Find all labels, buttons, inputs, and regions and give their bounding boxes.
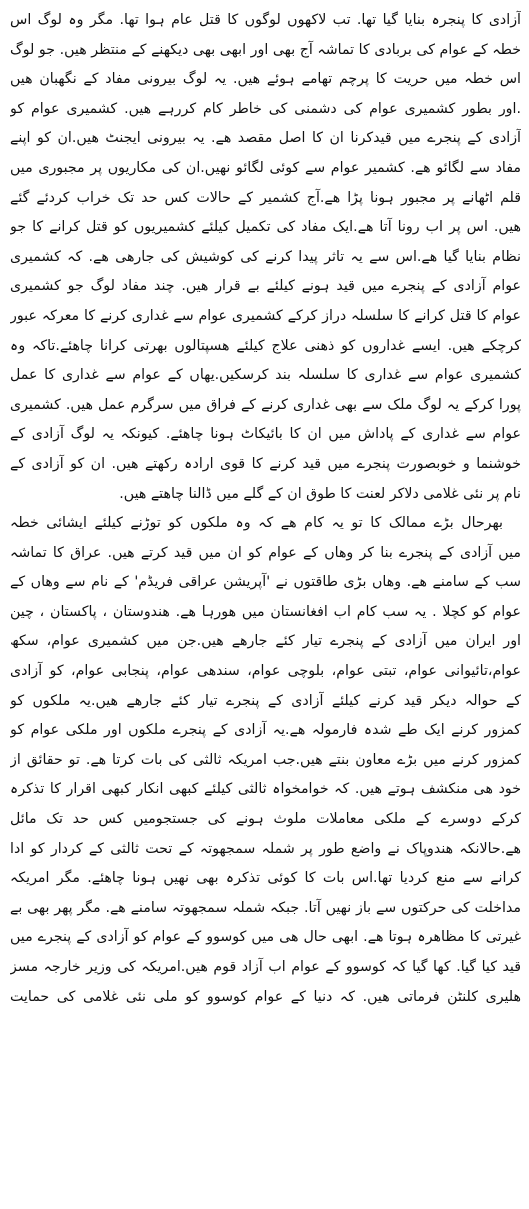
text-line: میں آزادی کے پنجرے بنا کر وھاں کے عوام کو ان میں قید کرتے ھیں. عراق کا تماشہ — [10, 544, 521, 561]
text-line: ھے.حالانکہ ھندوپاک نے واضع طور پر شملہ سمجھوتہ کے تحت ثالثی کے کردار کو ادا — [10, 840, 521, 857]
text-line: عوام کو کچلا . یہ سب کام اب افغانستان میں ھورہا ھے. ھندوستان ، پاکستان ، چین — [10, 603, 521, 620]
text-line: کمزور کرنے میں بڑے معاون بنتے ھیں.جب امریکہ ثالثی کی بات کرتا ھے. تو حقائق از — [10, 751, 521, 768]
text-line: آزادی کا پنجرہ بنایا گیا تھا. تب لاکھوں لوگوں کا قتل عام ہوا تھا. مگر وہ لوگ اس — [10, 12, 521, 28]
text-line: ھیں. اس پر اب رونا آتا ھے.ایک مفاد کی تکمیل کیلئے کشمیریوں کو قتل کرانے کا جو — [10, 219, 521, 236]
text-line: عوام کا قتل کرانے کا سلسلہ دراز کرکے کشمیری عوام سے غداری کرنے کا معرکہ عبور — [10, 307, 521, 324]
text-line: .اور بطور کشمیری عوام کی دشمنی کی خاطر کام کررہے ھیں. کشمیری عوام کو — [10, 100, 521, 117]
text-line: پورا کرکے یہ لوگ ملک سے بھی غداری کرنے کے فراق میں سرگرم عمل ھیں. کشمیری — [10, 396, 521, 413]
text-line: کشمیری عوام سے غداری کا سلسلہ بند کرسکیں.یھاں کے عوام سے غداری کا عمل — [10, 367, 521, 384]
text-line: اور ایران میں آزادی کے پنجرے تیار کئے جارھے ھیں.جن میں کشمیری عوام، سکھ — [10, 633, 521, 650]
paragraph-start-line: بھرحال بڑے ممالک کا تو یہ کام ھے کہ وہ ملکوں کو توڑنے کیلئے ایشائی خطہ — [10, 515, 503, 532]
text-line: کے حوالہ دیکر قید کرنے کیلئے آزادی کے پنجرے تیار کئے جارھے ھیں.یہ ملکوں کو — [10, 692, 521, 709]
text-line: کرکے دوسرے کے ملکی معاملات ملوث ہونے کی جستجومیں کس حد تک مائل — [10, 811, 521, 828]
text-line: قلم اٹھانے پر مجبور ہونا پڑا ھے.آج کشمیر کے حالات کس حد تک خراب کردئے گئے — [10, 189, 521, 206]
text-line: عوام آزادی کے پنجرے میں قید ہونے کیلئے بے قرار ھیں. چند مفاد لوگ جو کشمیری — [10, 278, 521, 295]
text-line: عوام،تائیوانی عوام، تبتی عوام، بلوچی عوام، سندھی عوام، پنجابی عوام، کو آزادی — [10, 663, 521, 680]
text-line: ھلیری کلنٹن فرماتی ھیں. کہ دنیا کے عوام کوسوو کو ملی نئی غلامی کی حمایت — [10, 988, 521, 1005]
text-line: غیرتی کا مظاھرہ ہوتا ھے. ابھی حال ھی میں کوسوو کے عوام کو آزادی کے پنجرے میں — [10, 929, 521, 946]
text-line: خطہ کے عوام کی بربادی کا تماشہ آج بھی اور ابھی بھی دیکھنے کے منتظر ھیں. جو لوگ — [10, 41, 521, 58]
text-line: نظام بنایا گیا ھے.اس سے یہ تاثر پیدا کرنے کی کوشیش کی جارھی ھے. کہ کشمیری — [10, 248, 521, 265]
text-line: مداخلت کی حرکتوں سے باز نھیں آتا. جبکہ شملہ سمجھوتہ سامنے ھے. مگر پھر بھی بے — [10, 899, 521, 916]
paragraph-end-line: نام پر نئی غلامی دلاکر لعنت کا طوق ان کے گلے میں ڈالنا چاھتے ھیں. — [119, 485, 521, 502]
text-line: قید کیا گیا. کھا گیا کہ کوسوو کے عوام اب آزاد قوم ھیں.امریکہ کی وزیر خارجہ مسز — [10, 959, 521, 975]
text-line: کمزور کرنے ایک طے شدہ فارمولہ ھے.یہ آزادی کے پنجرے ملکوں اور ملکی عوام کو — [10, 722, 521, 739]
text-line: عوام سے غداری کے پاداش میں ان کا بائیکاٹ ہونا چاھئے. کیونکہ یہ لوگ آزادی کے — [10, 426, 521, 443]
text-line: کرچکے ھیں. ایسے غداروں کو ذھنی علاج کیلئے ھسپتالوں بھرتی کرانا چاھئے.تاکہ وہ — [10, 337, 521, 354]
text-line: خوشنما و خوبصورت پنجرے میں قید کرنے کا قوی ارادہ رکھتے ھیں. ان کو آزادی کے — [10, 455, 521, 472]
text-line: سب کے سامنے ھے. وھاں بڑی طاقتوں نے 'آپریشن عراقی فریڈم' کے نام سے وھاں کے — [10, 574, 521, 591]
text-line: اس خطہ میں حریت کا پرچم تھامے ہوئے ھیں. یہ لوگ بیرونی مفاد کے نگھبان ھیں — [10, 71, 521, 88]
text-line: خود ھی منکشف ہوتے ھیں. کہ خوامخواہ ثالثی کیلئے کبھی انکار کبھی اقرار کا تذکرہ — [10, 781, 521, 798]
text-line: کرانے سے منع کردیا تھا.اس بات کا کوئی تذکرہ بھی نھیں ہونا چاھئے. مگر امریکہ — [10, 870, 521, 887]
text-line: مفاد سے لگائو ھے. کشمیر عوام سے کوئی لگائو نھیں.ان کی مکاریوں پر مجبوری میں — [10, 159, 521, 176]
text-line: آزادی کے پنجرے میں قیدکرنا ان کا اصل مقصد ھے. یہ بیرونی ایجنٹ ھیں.ان کو اپنے — [10, 130, 521, 147]
